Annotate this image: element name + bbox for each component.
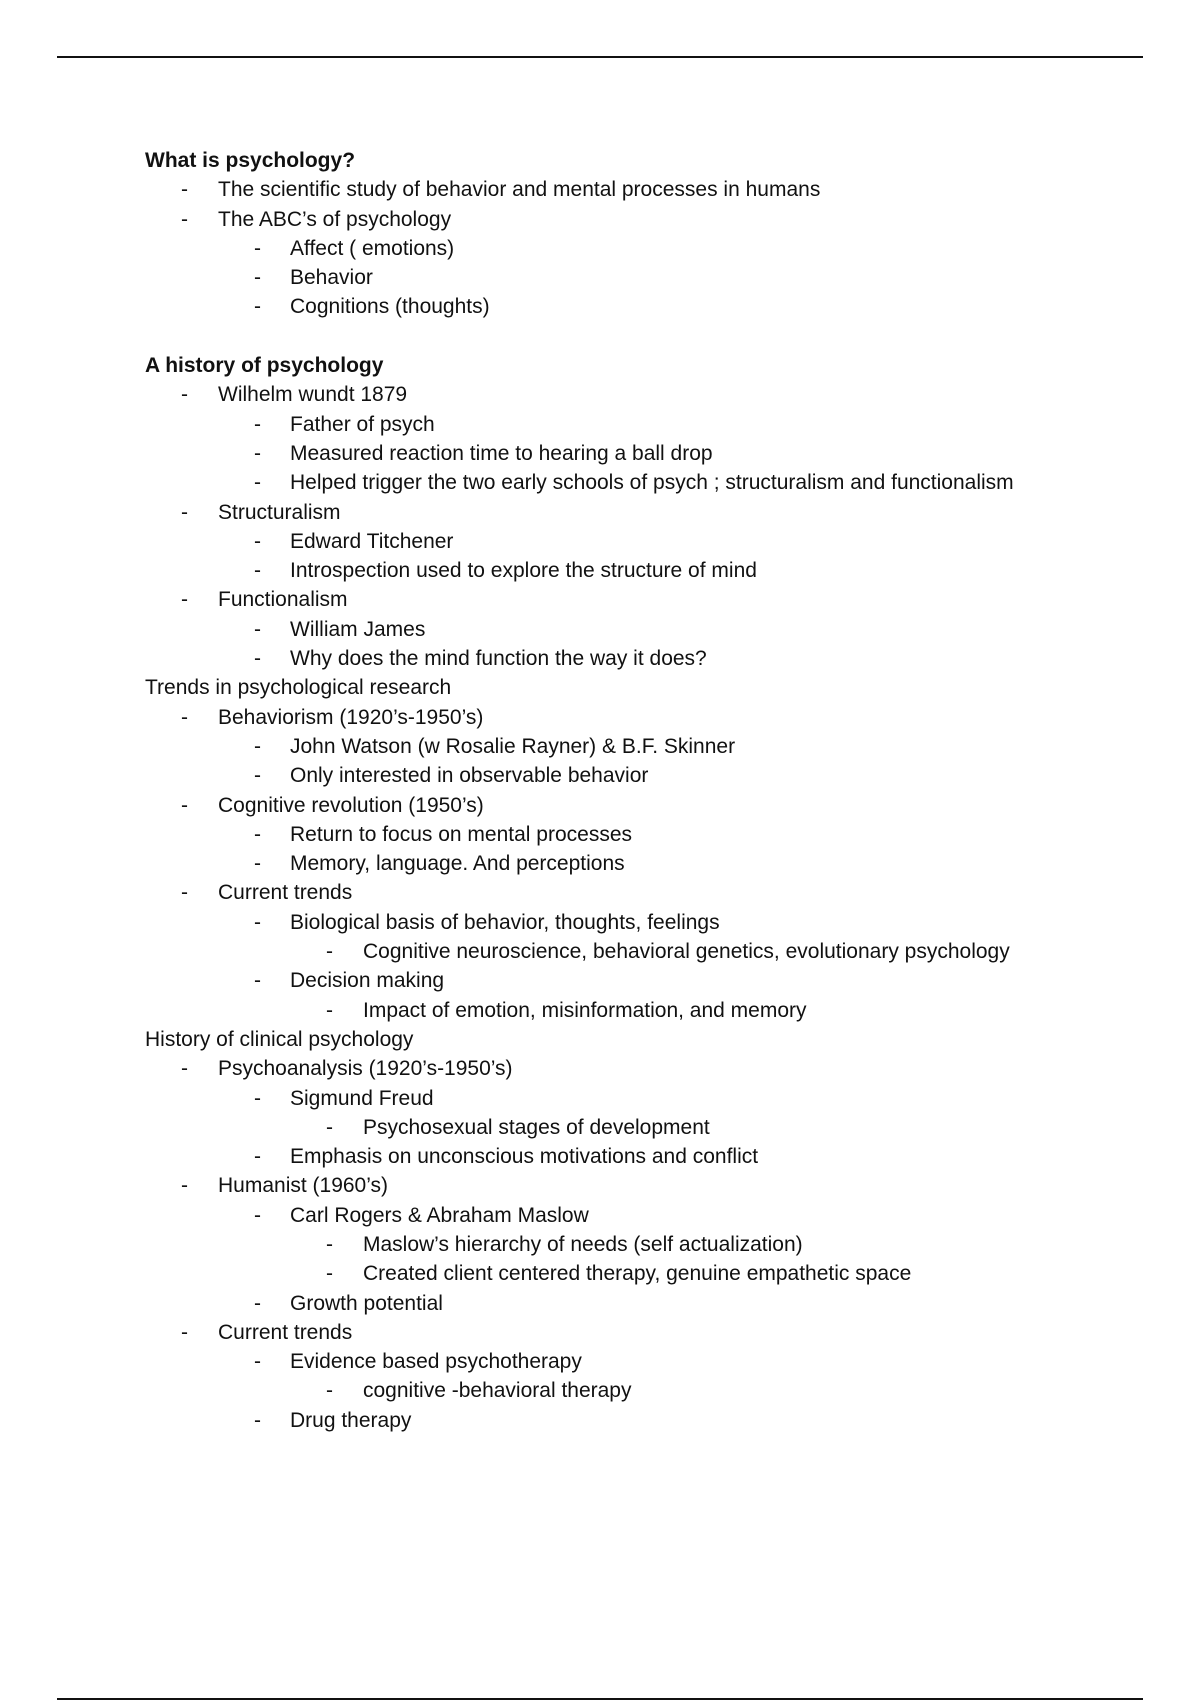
section-heading: A history of psychology [145,354,384,378]
list-item [145,1113,1145,1142]
list-item [145,1289,1145,1318]
list-item-text: Humanist (1960’s) [218,1174,389,1198]
bullet-dash: - [254,764,261,788]
list-item-text: Introspection used to explore the structure of mind [290,559,757,583]
list-item [145,527,1145,556]
list-item [145,1054,1145,1083]
list-item-text: Functionalism [218,588,348,612]
blank-line [145,322,1145,351]
list-item-text: The scientific study of behavior and mental processes in humans [218,178,821,202]
list-item-text: Emphasis on unconscious motivations and conflict [290,1145,759,1169]
list-item-text: Measured reaction time to hearing a ball drop [290,441,713,465]
bullet-dash: - [254,1203,261,1227]
list-item [145,849,1145,878]
list-item-text: Cognitions (thoughts) [290,295,490,319]
list-item [145,644,1145,673]
list-item-text: Drug therapy [290,1408,412,1432]
bullet-dash: - [326,1115,333,1139]
list-item-text: Decision making [290,969,445,993]
list-item [145,966,1145,995]
bullet-dash: - [326,1379,333,1403]
list-item [145,732,1145,761]
list-item-text: Structuralism [218,500,341,524]
bullet-dash: - [254,1145,261,1169]
bullet-dash: - [181,383,188,407]
list-item-text: John Watson (w Rosalie Rayner) & B.F. Skinner [290,734,736,758]
bullet-dash: - [181,705,188,729]
list-item-text: Growth potential [290,1291,443,1315]
list-item [145,1230,1145,1259]
list-item [145,175,1145,204]
list-item-text: Only interested in observable behavior [290,764,649,788]
bullet-dash: - [326,1232,333,1256]
bullet-dash: - [254,471,261,495]
bullet-dash: - [181,793,188,817]
bullet-dash: - [254,647,261,671]
list-item-text: Maslow’s hierarchy of needs (self actualization) [363,1232,803,1256]
list-item [145,585,1145,614]
bullet-dash: - [254,1291,261,1315]
list-item [145,410,1145,439]
list-item-text: Current trends [218,881,353,905]
bullet-dash: - [181,500,188,524]
section-heading: History of clinical psychology [145,1027,414,1051]
list-item [145,1201,1145,1230]
list-item [145,263,1145,292]
list-item-text: Sigmund Freud [290,1086,434,1110]
list-item-text: Edward Titchener [290,529,454,553]
bullet-dash: - [326,1262,333,1286]
bullet-dash: - [254,852,261,876]
list-item [145,439,1145,468]
bullet-dash: - [254,822,261,846]
section-heading: Trends in psychological research [145,676,452,700]
bullet-dash: - [181,588,188,612]
list-item [145,292,1145,321]
list-item-text: Psychosexual stages of development [363,1115,710,1139]
bullet-dash: - [181,178,188,202]
list-item [145,820,1145,849]
bullet-dash: - [326,998,333,1022]
list-item-text: Affect ( emotions) [290,236,455,260]
list-item [145,1406,1145,1435]
bullet-dash: - [181,881,188,905]
list-item [145,1171,1145,1200]
bullet-dash: - [254,529,261,553]
list-item-text: Impact of emotion, misinformation, and memory [363,998,807,1022]
list-item-text: Carl Rogers & Abraham Maslow [290,1203,589,1227]
list-item [145,380,1145,409]
list-item-text: William James [290,617,426,641]
bullet-dash: - [181,207,188,231]
list-item-text: Cognitive neuroscience, behavioral genetics, evolutionary psychology [363,940,1010,964]
list-item-text: Wilhelm wundt 1879 [218,383,408,407]
list-item [145,908,1145,937]
list-item [145,556,1145,585]
bullet-dash: - [254,910,261,934]
top-rule [57,56,1143,58]
list-item-text: Why does the mind function the way it does? [290,647,707,671]
bullet-dash: - [254,295,261,319]
list-item-text: Created client centered therapy, genuine empathetic space [363,1262,912,1286]
section-heading: What is psychology? [145,149,356,172]
list-item-text: Helped trigger the two early schools of psych ; structuralism and functionalism [290,471,1014,495]
list-item [145,1142,1145,1171]
bullet-dash: - [254,734,261,758]
bullet-dash: - [254,441,261,465]
bullet-dash: - [326,940,333,964]
bullet-dash: - [181,1174,188,1198]
list-item-text: Behaviorism (1920’s-1950’s) [218,705,484,729]
list-item [145,1318,1145,1347]
bullet-dash: - [254,1408,261,1432]
bullet-dash: - [254,559,261,583]
list-item-text: Memory, language. And perceptions [290,852,625,876]
bullet-dash: - [254,969,261,993]
list-item [145,878,1145,907]
list-item [145,996,1145,1025]
bullet-dash: - [254,266,261,290]
list-item-text: Return to focus on mental processes [290,822,633,846]
list-item-text: cognitive -behavioral therapy [363,1379,632,1403]
notes-body [145,146,1145,1435]
bullet-dash: - [254,1086,261,1110]
bullet-dash: - [254,617,261,641]
list-item [145,205,1145,234]
bullet-dash: - [254,1350,261,1374]
list-item [145,1084,1145,1113]
bullet-dash: - [254,236,261,260]
bullet-dash: - [254,412,261,436]
list-item [145,791,1145,820]
list-item [145,1376,1145,1405]
bullet-dash: - [181,1057,188,1081]
list-item [145,1347,1145,1376]
list-item [145,703,1145,732]
list-item-text: Behavior [290,266,373,290]
list-item [145,498,1145,527]
list-item-text: Cognitive revolution (1950’s) [218,793,484,817]
list-item-text: Evidence based psychotherapy [290,1350,582,1374]
list-item-text: Psychoanalysis (1920’s-1950’s) [218,1057,513,1081]
list-item-text: Current trends [218,1320,353,1344]
list-item [145,468,1145,497]
bullet-dash: - [181,1320,188,1344]
list-item [145,761,1145,790]
list-item [145,615,1145,644]
list-item-text: Biological basis of behavior, thoughts, feelings [290,910,720,934]
list-item [145,937,1145,966]
list-item [145,234,1145,263]
list-item [145,1259,1145,1288]
list-item-text: Father of psych [290,412,435,436]
list-item-text: The ABC’s of psychology [218,207,452,231]
